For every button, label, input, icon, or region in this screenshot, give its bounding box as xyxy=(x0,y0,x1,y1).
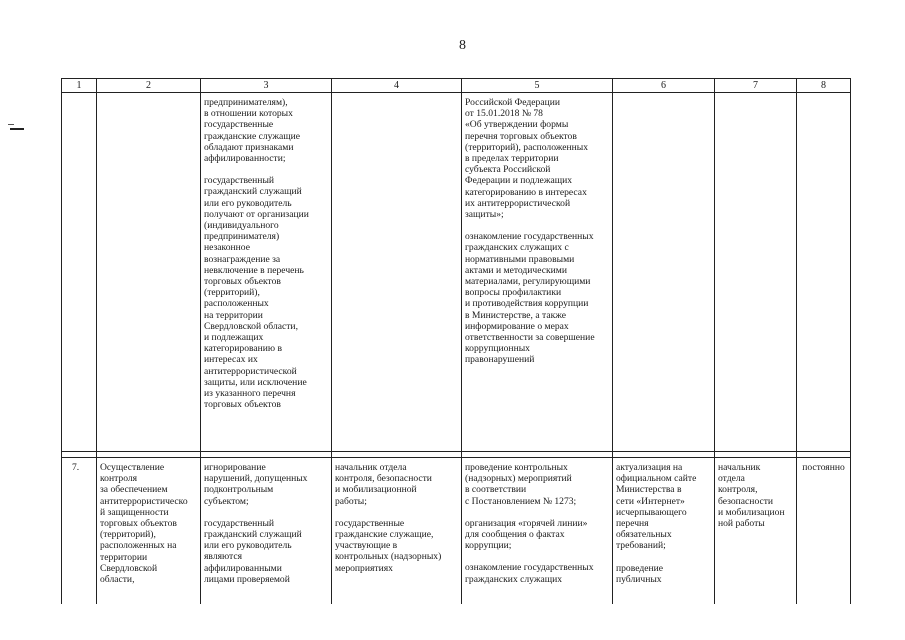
position-paragraph: государственные гражданские служащие, участвующие в контрольных (надзорных) мероприятиях xyxy=(335,517,442,574)
measures-table xyxy=(61,78,851,604)
page-number: 8 xyxy=(459,38,466,53)
deadline-text: постоянно xyxy=(802,462,845,473)
cell-risk-description xyxy=(201,458,332,605)
risk-paragraph: государственный гражданский служащий или его руководитель являются аффилированными лицами проверяемой xyxy=(204,517,302,585)
column-number-2: 2 xyxy=(97,79,201,93)
cell-responsible-positions xyxy=(332,458,462,605)
measure-paragraph: ознакомление государственных гражданских служащих xyxy=(465,562,594,585)
additional-measure-paragraph: актуализация на официальном сайте Министерства в сети «Интернет» исчерпывающего перечня обязательных требований; xyxy=(616,462,697,552)
table-row-7 xyxy=(62,458,851,605)
column-number-4: 4 xyxy=(332,79,462,93)
risk-paragraph: государственный гражданский служащий или его руководитель получают от организации (индивидуального предпринимателя) незаконное вознаграждение за невключение в перечень торговых объектов (территорий), расположенных на территории Свердловской области, и подлежащих категорированию в интересах их антитеррористической защиты, или исключение из указанного перечня торговых объектов xyxy=(204,175,309,411)
column-number-1: 1 xyxy=(62,79,97,93)
column-number-7: 7 xyxy=(715,79,797,93)
risk-paragraph: предпринимателям), в отношении которых государственные гражданские служащие обладают признаками аффилированности; xyxy=(204,97,300,165)
additional-measure-paragraph: проведение публичных xyxy=(616,562,663,585)
cell-deadline xyxy=(797,458,851,605)
cell-empty xyxy=(715,93,797,452)
column-number-6: 6 xyxy=(613,79,715,93)
column-number-5: 5 xyxy=(462,79,613,93)
cell-risk-description xyxy=(201,93,332,452)
cell-empty xyxy=(797,93,851,452)
margin-mark-small xyxy=(8,124,14,125)
cell-empty xyxy=(613,93,715,452)
cell-empty xyxy=(62,93,97,452)
responsible-text: начальник отдела контроля, безопасности и мобилизацион ной работы xyxy=(718,462,785,530)
cell-function xyxy=(97,458,201,605)
measure-paragraph: ознакомление государственных гражданских служащих с нормативными правовыми актами и методическими материалами, регулирующими вопросы профилактики и противодействия коррупции в Министерстве, а также информирование о мерах ответственности за совершение коррупционных правонарушений xyxy=(465,231,595,366)
margin-mark xyxy=(10,128,24,130)
position-paragraph: начальник отдела контроля, безопасности и мобилизационной работы; xyxy=(335,462,432,507)
column-number-8: 8 xyxy=(797,79,851,93)
cell-additional-measures xyxy=(613,458,715,605)
cell-measures xyxy=(462,93,613,452)
table-header-row xyxy=(62,79,851,93)
measure-paragraph: проведение контрольных (надзорных) мероприятий в соответствии с Постановлением № 1273; xyxy=(465,462,577,507)
measure-paragraph: организация «горячей линии» для сообщения о фактах коррупции; xyxy=(465,517,588,552)
risk-paragraph: игнорирование нарушений, допущенных подконтрольным субъектом; xyxy=(204,462,308,507)
cell-measures xyxy=(462,458,613,605)
table-row-continued xyxy=(62,93,851,452)
cell-empty xyxy=(97,93,201,452)
column-number-3: 3 xyxy=(201,79,332,93)
function-text: Осуществление контроля за обеспечением антитеррористическо й защищенности торговых объектов (территорий), расположенных на территории Свердловской области, xyxy=(100,462,188,586)
cell-responsible xyxy=(715,458,797,605)
cell-empty xyxy=(332,93,462,452)
row-number: 7. xyxy=(62,458,97,605)
measure-paragraph: Российской Федерации от 15.01.2018 № 78 «Об утверждении формы перечня торговых объектов (территорий), расположенных в пределах территории субъекта Российской Федерации и подлежащих категорированию в интересах их антитеррористической защиты»; xyxy=(465,97,589,221)
